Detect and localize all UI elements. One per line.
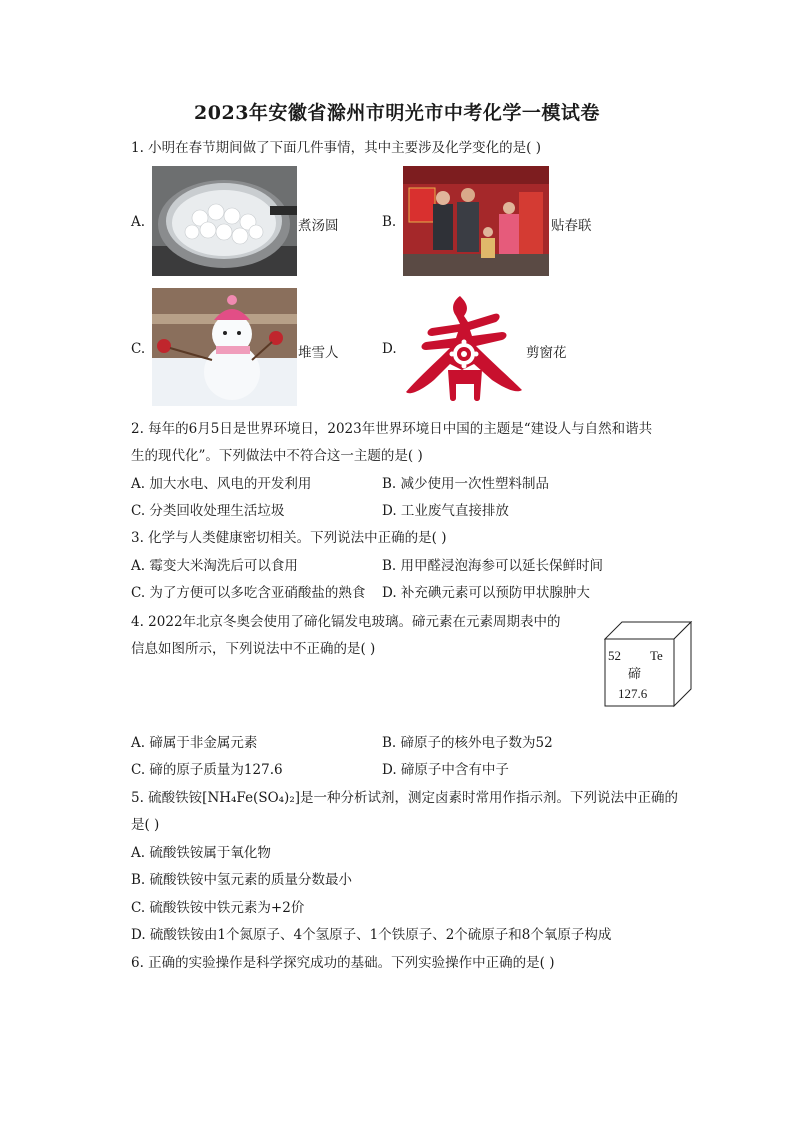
paper-cutting-chun-image [404, 292, 525, 404]
q1-option-a-letter: A. [131, 214, 146, 230]
q2-option-a: A. 加大水电、风电的开发利用 [131, 476, 312, 492]
element-number: 52 [608, 648, 621, 663]
boiling-tangyuan-image [152, 166, 297, 276]
q3-option-c: C. 为了方便可以多吃含亚硝酸盐的熟食 [131, 585, 366, 601]
q5-option-b: B. 硫酸铁铵中氢元素的质量分数最小 [131, 872, 353, 888]
q3-option-b: B. 用甲醛浸泡海参可以延长保鲜时间 [382, 558, 604, 574]
q5-stem-line2: 是( ) [131, 817, 160, 833]
q1-option-d-letter: D. [382, 341, 397, 357]
q5-option-d: D. 硫酸铁铵由1个氮原子、4个氢原子、1个铁原子、2个硫原子和8个氧原子构成 [131, 927, 612, 943]
q5-option-c: C. 硫酸铁铵中铁元素为+2价 [131, 900, 305, 916]
q1-option-b-text: 贴春联 [551, 218, 592, 234]
q2-stem-line2: 生的现代化”。下列做法中不符合这一主题的是( ) [131, 448, 423, 464]
q1-option-d-text: 剪窗花 [526, 345, 567, 361]
q6-stem: 6. 正确的实验操作是科学探究成功的基础。下列实验操作中正确的是( ) [131, 955, 555, 971]
q2-option-d: D. 工业废气直接排放 [382, 503, 509, 519]
q1-stem: 1. 小明在春节期间做了下面几件事情，其中主要涉及化学变化的是( ) [131, 140, 541, 156]
q4-option-c: C. 碲的原子质量为127.6 [131, 762, 283, 778]
q4-stem-line1: 4. 2022年北京冬奥会使用了碲化镉发电玻璃。碲元素在元素周期表中的 [131, 614, 561, 630]
q1-option-c-letter: C. [131, 341, 146, 357]
page-title: 2023年安徽省滁州市明光市中考化学一模试卷 [194, 102, 600, 124]
element-mass: 127.6 [618, 686, 648, 701]
q3-option-d: D. 补充碘元素可以预防甲状腺肿大 [382, 585, 590, 601]
q1-option-b-letter: B. [382, 214, 397, 230]
element-symbol: Te [650, 648, 663, 663]
periodic-table-cell [604, 621, 694, 713]
pasting-couplets-image [403, 166, 549, 276]
q3-stem: 3. 化学与人类健康密切相关。下列说法中正确的是( ) [131, 530, 447, 546]
q2-option-b: B. 减少使用一次性塑料制品 [382, 476, 550, 492]
q2-option-c: C. 分类回收处理生活垃圾 [131, 503, 285, 519]
q1-option-c-text: 堆雪人 [298, 345, 339, 361]
q3-option-a: A. 霉变大米淘洗后可以食用 [131, 558, 298, 574]
q4-option-d: D. 碲原子中含有中子 [382, 762, 509, 778]
snowman-image [152, 288, 297, 406]
q4-stem-line2: 信息如图所示，下列说法中不正确的是( ) [131, 641, 376, 657]
q4-option-a: A. 碲属于非金属元素 [131, 735, 258, 751]
q5-stem-line1: 5. 硫酸铁铵[NH₄Fe(SO₄)₂]是一种分析试剂，测定卤素时常用作指示剂。下列说法中正确的 [131, 790, 678, 806]
q2-stem-line1: 2. 每年的6月5日是世界环境日，2023年世界环境日中国的主题是“建设人与自然和谐共 [131, 421, 653, 437]
q5-option-a: A. 硫酸铁铵属于氧化物 [131, 845, 271, 861]
element-name: 碲 [628, 667, 642, 682]
q4-option-b: B. 碲原子的核外电子数为52 [382, 735, 553, 751]
q1-option-a-text: 煮汤圆 [298, 218, 339, 234]
